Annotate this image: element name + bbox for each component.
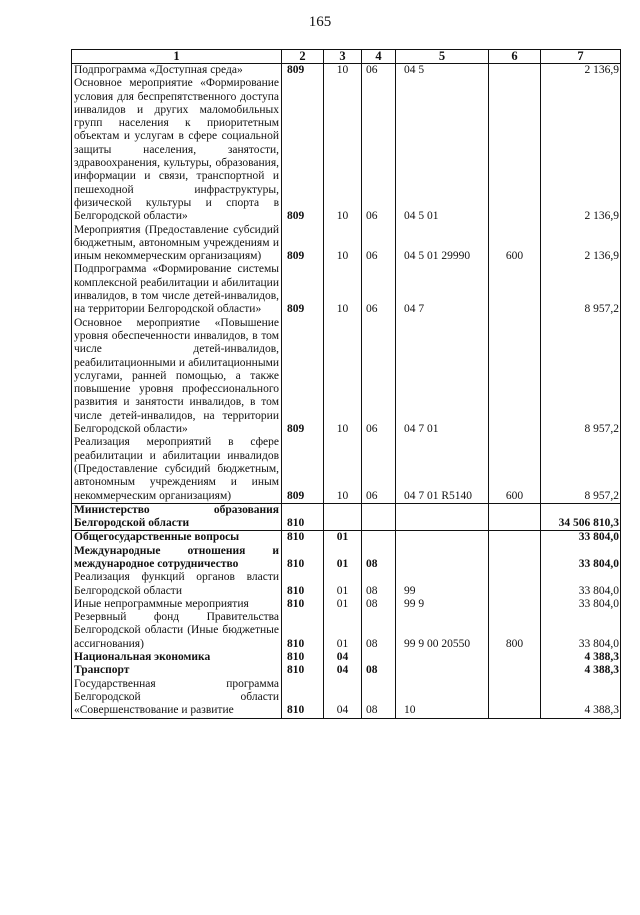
row-section-cell: 04	[324, 651, 362, 664]
header-cell-3: 3	[324, 50, 362, 64]
row-subsection-cell: 06	[362, 77, 396, 223]
row-section-cell: 04	[324, 678, 362, 718]
row-name-cell: Основное мероприятие «Повышение уровня обеспеченности инвалидов, в том числе детей-инвалидов, реабилитационными и абилитационными услугами, ранней помощью, а также повышение уровня профессионального развития и занятости инвалидов, в том числе детей-инвалидов, на территории Белгородской области»	[72, 317, 282, 437]
row-section-cell: 01	[324, 531, 362, 545]
table-row	[72, 571, 621, 598]
row-section-cell: 10	[324, 77, 362, 223]
table-row	[72, 263, 621, 316]
row-code-cell: 810	[282, 598, 324, 611]
row-subsection-cell: 06	[362, 317, 396, 437]
row-code-cell: 810	[282, 611, 324, 651]
row-amount-cell: 33 804,0	[541, 598, 621, 611]
row-expense-type-cell	[489, 664, 541, 677]
row-target-article-cell: 99	[396, 571, 489, 598]
row-subsection-cell: 08	[362, 611, 396, 651]
header-cell-2: 2	[282, 50, 324, 64]
row-expense-type-cell	[489, 64, 541, 78]
table-row	[72, 77, 621, 223]
row-section-cell	[324, 503, 362, 531]
table-row	[72, 436, 621, 503]
row-target-article-cell	[396, 664, 489, 677]
table-row	[72, 224, 621, 264]
row-section-cell: 10	[324, 263, 362, 316]
row-code-cell: 809	[282, 317, 324, 437]
table-row	[72, 317, 621, 437]
row-expense-type-cell	[489, 545, 541, 572]
row-section-cell: 01	[324, 598, 362, 611]
row-target-article-cell: 99 9	[396, 598, 489, 611]
row-expense-type-cell: 800	[489, 611, 541, 651]
row-code-cell: 810	[282, 503, 324, 531]
row-amount-cell: 8 957,2	[541, 436, 621, 503]
row-amount-cell: 33 804,0	[541, 611, 621, 651]
row-subsection-cell: 08	[362, 571, 396, 598]
row-name-cell: Общегосударственные вопросы	[72, 531, 282, 545]
page-number: 165	[308, 14, 332, 30]
row-section-cell: 01	[324, 611, 362, 651]
header-cell-6: 6	[489, 50, 541, 64]
row-code-cell: 809	[282, 436, 324, 503]
row-subsection-cell: 06	[362, 224, 396, 264]
row-subsection-cell: 08	[362, 598, 396, 611]
row-target-article-cell: 04 7 01 R5140	[396, 436, 489, 503]
row-section-cell: 01	[324, 571, 362, 598]
row-subsection-cell: 06	[362, 436, 396, 503]
row-expense-type-cell	[489, 678, 541, 718]
row-subsection-cell: 06	[362, 64, 396, 78]
row-code-cell: 809	[282, 263, 324, 316]
row-expense-type-cell	[489, 651, 541, 664]
row-target-article-cell: 04 5	[396, 64, 489, 78]
row-code-cell: 810	[282, 545, 324, 572]
row-name-cell: Транспорт	[72, 664, 282, 677]
row-amount-cell: 34 506 810,3	[541, 503, 621, 531]
header-row	[72, 50, 621, 64]
row-target-article-cell: 99 9 00 20550	[396, 611, 489, 651]
row-name-cell: Основное мероприятие «Формирование условия для беспрепятственного доступа инвалидов и других маломобильных групп населения к приоритетным объектам и услугам в сфере социальной защиты населения, занятости, здравоохранения, культуры, образования, информации и связи, транспортной и пешеходной инфраструктуры, физической культуры и спорта в Белгородской области»	[72, 77, 282, 223]
row-amount-cell: 2 136,9	[541, 64, 621, 78]
row-target-article-cell	[396, 651, 489, 664]
row-subsection-cell	[362, 651, 396, 664]
row-target-article-cell: 04 5 01 29990	[396, 224, 489, 264]
row-amount-cell: 33 804,0	[541, 545, 621, 572]
row-expense-type-cell	[489, 263, 541, 316]
row-name-cell: Резервный фонд Правительства Белгородской области (Иные бюджетные ассигнования)	[72, 611, 282, 651]
row-subsection-cell: 08	[362, 664, 396, 677]
row-target-article-cell	[396, 545, 489, 572]
row-target-article-cell	[396, 531, 489, 545]
row-section-cell: 10	[324, 64, 362, 78]
row-amount-cell: 33 804,0	[541, 571, 621, 598]
row-amount-cell: 8 957,2	[541, 263, 621, 316]
row-amount-cell: 4 388,3	[541, 664, 621, 677]
header-cell-4: 4	[362, 50, 396, 64]
row-section-cell: 04	[324, 664, 362, 677]
row-subsection-cell	[362, 531, 396, 545]
row-subsection-cell: 08	[362, 678, 396, 718]
row-code-cell: 809	[282, 224, 324, 264]
row-section-cell: 10	[324, 224, 362, 264]
row-subsection-cell: 08	[362, 545, 396, 572]
row-section-cell: 01	[324, 545, 362, 572]
row-expense-type-cell	[489, 503, 541, 531]
row-name-cell: Подпрограмма «Формирование системы комплексной реабилитации и абилитации инвалидов, в том числе детей-инвалидов, на территории Белгородской области»	[72, 263, 282, 316]
row-target-article-cell	[396, 503, 489, 531]
table-row	[72, 545, 621, 572]
table-row	[72, 678, 621, 718]
row-amount-cell: 4 388,3	[541, 678, 621, 718]
row-code-cell: 810	[282, 664, 324, 677]
row-name-cell: Национальная экономика	[72, 651, 282, 664]
header-cell-5: 5	[396, 50, 489, 64]
row-expense-type-cell	[489, 317, 541, 437]
row-code-cell: 810	[282, 531, 324, 545]
row-amount-cell: 4 388,3	[541, 651, 621, 664]
row-code-cell: 810	[282, 651, 324, 664]
row-target-article-cell: 04 5 01	[396, 77, 489, 223]
row-expense-type-cell	[489, 571, 541, 598]
header-cell-1: 1	[72, 50, 282, 64]
table-row	[72, 64, 621, 78]
budget-table	[71, 49, 621, 719]
row-expense-type-cell: 600	[489, 436, 541, 503]
row-section-cell: 10	[324, 436, 362, 503]
row-amount-cell: 8 957,2	[541, 317, 621, 437]
table-row	[72, 664, 621, 677]
row-amount-cell: 2 136,9	[541, 77, 621, 223]
row-amount-cell: 2 136,9	[541, 224, 621, 264]
row-expense-type-cell	[489, 531, 541, 545]
row-name-cell: Министерство образования Белгородской области	[72, 503, 282, 531]
row-amount-cell: 33 804,0	[541, 531, 621, 545]
row-name-cell: Государственная программа Белгородской области «Совершенствование и развитие	[72, 678, 282, 718]
table-row	[72, 651, 621, 664]
table-row	[72, 598, 621, 611]
row-name-cell: Реализация функций органов власти Белгородской области	[72, 571, 282, 598]
row-expense-type-cell	[489, 598, 541, 611]
row-code-cell: 809	[282, 64, 324, 78]
table-row	[72, 503, 621, 531]
header-cell-7: 7	[541, 50, 621, 64]
row-expense-type-cell	[489, 77, 541, 223]
row-expense-type-cell: 600	[489, 224, 541, 264]
row-target-article-cell: 04 7 01	[396, 317, 489, 437]
table-row	[72, 611, 621, 651]
row-subsection-cell: 06	[362, 263, 396, 316]
row-name-cell: Международные отношения и международное сотрудничество	[72, 545, 282, 572]
row-subsection-cell	[362, 503, 396, 531]
row-name-cell: Иные непрограммные мероприятия	[72, 598, 282, 611]
table-body	[72, 64, 621, 719]
row-target-article-cell: 04 7	[396, 263, 489, 316]
row-target-article-cell: 10	[396, 678, 489, 718]
row-code-cell: 810	[282, 678, 324, 718]
row-code-cell: 810	[282, 571, 324, 598]
row-name-cell: Мероприятия (Предоставление субсидий бюджетным, автономным учреждениям и иным некоммерческим организациям)	[72, 224, 282, 264]
table-row	[72, 531, 621, 545]
row-name-cell: Реализация мероприятий в сфере реабилитации и абилитации инвалидов (Предоставление субсидий бюджетным, автономным учреждениям и иным некоммерческим организациям)	[72, 436, 282, 503]
budget-table-container	[71, 49, 621, 719]
row-section-cell: 10	[324, 317, 362, 437]
row-name-cell: Подпрограмма «Доступная среда»	[72, 64, 282, 78]
row-code-cell: 809	[282, 77, 324, 223]
